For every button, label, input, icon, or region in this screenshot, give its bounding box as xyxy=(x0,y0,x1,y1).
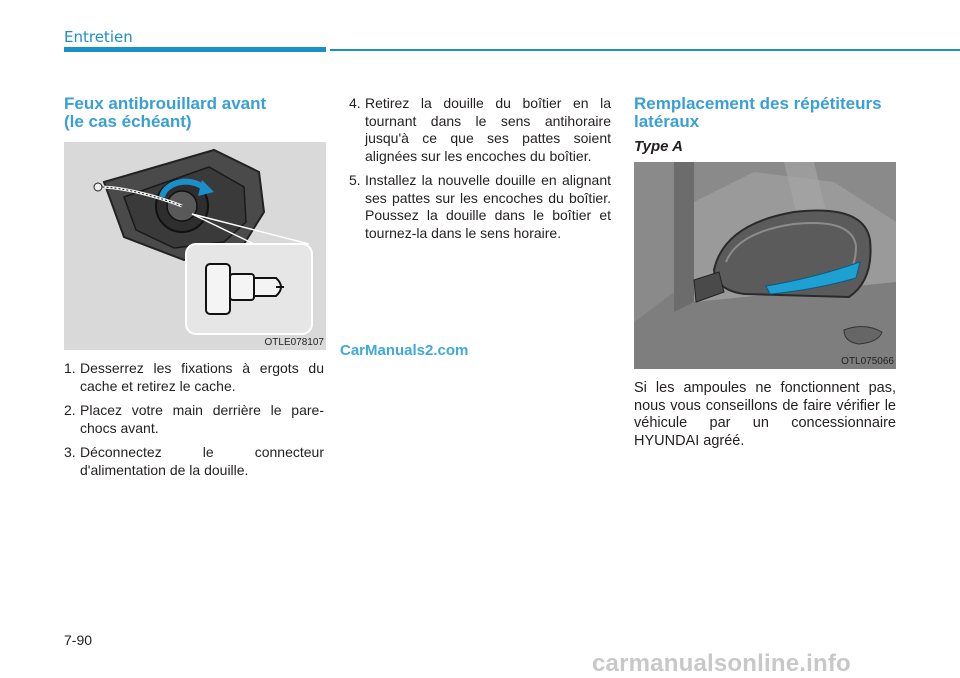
side-mirror-illustration xyxy=(634,162,896,369)
fog-lamp-title-line2: (le cas échéant) xyxy=(64,112,192,131)
step-5 xyxy=(349,172,611,242)
step-4 xyxy=(349,95,611,165)
step-4-text: Retirez la douille du boîtier en la tournant dans le sens antihoraire jusqu'à ce que ses pattes soient alignées sur les encoches du boîtier. xyxy=(365,95,611,164)
step-2-text: Placez votre main derrière le pare-chocs avant. xyxy=(80,402,324,436)
fog-lamp-title-line1: Feux antibrouillard avant xyxy=(64,94,267,113)
type-a-subtitle: Type A xyxy=(634,138,683,155)
fog-lamp-steps-1-3 xyxy=(64,360,324,486)
step-2-number: 2. xyxy=(64,402,76,418)
side-repeater-title xyxy=(634,95,882,131)
header-rule-thin xyxy=(330,49,960,51)
footer-watermark: carmanualsonline.info xyxy=(592,650,851,677)
fog-lamp-illustration xyxy=(64,142,326,350)
side-mirror-figure-caption: OTL075066 xyxy=(841,356,894,367)
step-5-text: Installez la nouvelle douille en alignant ses pattes sur les encoches du boîtier. Poussez la douille dans le boîtier et tournez-la dans le sens horaire. xyxy=(365,172,611,241)
step-3-number: 3. xyxy=(64,444,76,460)
carmanuals-watermark: CarManuals2.com xyxy=(340,342,469,359)
step-5-number: 5. xyxy=(349,172,361,188)
fog-lamp-figure-caption: OTLE078107 xyxy=(264,337,324,348)
header-rule-thick xyxy=(64,47,326,52)
fog-lamp-steps-4-5 xyxy=(349,95,611,249)
step-2 xyxy=(64,402,324,437)
step-1-number: 1. xyxy=(64,360,76,376)
side-mirror-figure xyxy=(634,162,896,369)
side-repeater-title-line2: latéraux xyxy=(634,112,700,131)
step-1-text: Desserrez les fixations à ergots du cache et retirez le cache. xyxy=(80,360,324,394)
fog-lamp-figure xyxy=(64,142,326,350)
step-3-text: Déconnectez le connecteur d'alimentation de la douille. xyxy=(80,444,324,478)
side-repeater-title-line1: Remplacement des répétiteurs xyxy=(634,94,882,113)
step-1 xyxy=(64,360,324,395)
step-4-number: 4. xyxy=(349,95,361,111)
step-3 xyxy=(64,444,324,479)
page-number: 7-90 xyxy=(64,632,93,648)
fog-lamp-title xyxy=(64,95,266,131)
section-header: Entretien xyxy=(64,28,133,46)
repeater-paragraph: Si les ampoules ne fonctionnent pas, nous vous conseillons de faire vérifier le véhicule par un concessionnaire HYUNDAI agréé. xyxy=(634,380,896,449)
